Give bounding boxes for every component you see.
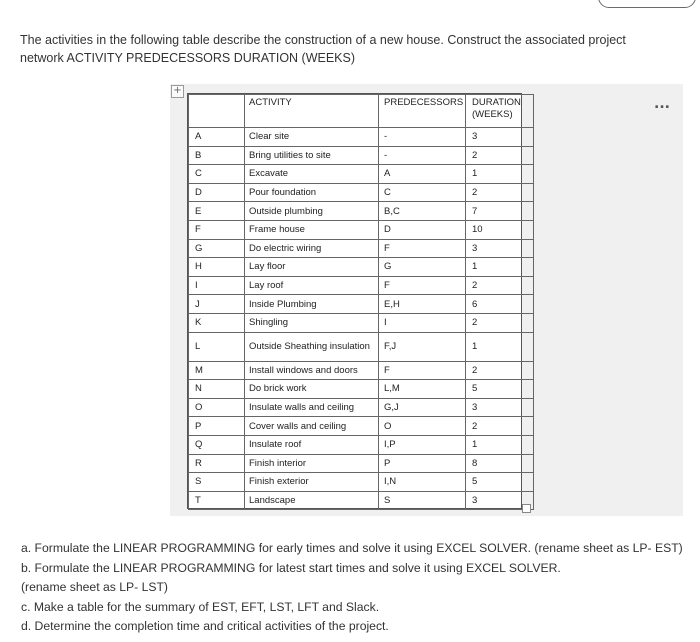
- activity-predecessors: -: [379, 146, 466, 165]
- table-row: [189, 295, 534, 314]
- activity-duration: 2: [466, 417, 534, 436]
- table-row: [189, 128, 534, 147]
- activity-name: Outside plumbing: [245, 202, 379, 221]
- activity-duration: 2: [466, 183, 534, 202]
- activity-name: Lay floor: [245, 258, 379, 277]
- table-row: [189, 220, 534, 239]
- activity-name: Cover walls and ceiling: [245, 417, 379, 436]
- activity-name: Frame house: [245, 220, 379, 239]
- intro-text: [20, 31, 680, 67]
- activity-duration: 6: [466, 295, 534, 314]
- activity-id: N: [189, 380, 245, 399]
- activity-id: F: [189, 220, 245, 239]
- activity-id: T: [189, 491, 245, 510]
- activity-id: C: [189, 165, 245, 184]
- table-row: [189, 202, 534, 221]
- activity-duration: 1: [466, 165, 534, 184]
- activity-duration: 2: [466, 361, 534, 380]
- activity-predecessors: E,H: [379, 295, 466, 314]
- activity-duration: 3: [466, 128, 534, 147]
- table-row: [189, 491, 534, 510]
- table-row: [189, 332, 534, 361]
- table-header-row: [189, 95, 534, 128]
- activity-name: Insulate walls and ceiling: [245, 398, 379, 417]
- activity-duration: 3: [466, 398, 534, 417]
- activity-duration: 2: [466, 276, 534, 295]
- activity-duration: 3: [466, 239, 534, 258]
- header-duration: DURATION (WEEKS): [466, 95, 534, 128]
- questions-block: [21, 539, 691, 637]
- activity-predecessors: F,J: [379, 332, 466, 361]
- activity-predecessors: F: [379, 239, 466, 258]
- header-activity: ACTIVITY: [245, 95, 379, 128]
- activity-duration: 5: [466, 473, 534, 492]
- activity-predecessors: F: [379, 361, 466, 380]
- table-row: [189, 165, 534, 184]
- activity-name: Pour foundation: [245, 183, 379, 202]
- activity-id: Q: [189, 435, 245, 454]
- question-a: a. Formulate the LINEAR PROGRAMMING for early times and solve it using EXCEL SOLVER. (rename sheet as LP- EST): [21, 541, 683, 555]
- table-row: [189, 313, 534, 332]
- activity-name: Install windows and doors: [245, 361, 379, 380]
- table-row: [189, 276, 534, 295]
- question-c: c. Make a table for the summary of EST, EFT, LST, LFT and Slack.: [21, 599, 380, 614]
- activity-id: I: [189, 276, 245, 295]
- plus-icon[interactable]: +: [171, 85, 184, 98]
- table-row: [189, 417, 534, 436]
- activity-id: B: [189, 146, 245, 165]
- more-icon[interactable]: ...: [654, 96, 670, 112]
- activity-name: Insulate roof: [245, 435, 379, 454]
- table-row: [189, 473, 534, 492]
- activity-name: Inside Plumbing: [245, 295, 379, 314]
- question-b: b. Formulate the LINEAR PROGRAMMING for latest start times and solve it using EXCEL SOLVER.: [21, 560, 561, 575]
- activity-id: H: [189, 258, 245, 277]
- activity-id: S: [189, 473, 245, 492]
- table-row: [189, 239, 534, 258]
- activity-predecessors: I: [379, 313, 466, 332]
- activity-predecessors: -: [379, 128, 466, 147]
- activity-duration: 5: [466, 380, 534, 399]
- activity-name: Excavate: [245, 165, 379, 184]
- table-row: [189, 435, 534, 454]
- activity-duration: 1: [466, 435, 534, 454]
- table-row: [189, 146, 534, 165]
- activity-predecessors: B,C: [379, 202, 466, 221]
- intro-line-1: The activities in the following table describe the construction of a new house. Construct the associated project: [20, 33, 626, 47]
- activity-id: K: [189, 313, 245, 332]
- activity-predecessors: D: [379, 220, 466, 239]
- activity-name: Landscape: [245, 491, 379, 510]
- table-row: [189, 380, 534, 399]
- activity-predecessors: C: [379, 183, 466, 202]
- activity-id: G: [189, 239, 245, 258]
- activity-duration: 1: [466, 332, 534, 361]
- activity-duration: 7: [466, 202, 534, 221]
- activity-name: Shingling: [245, 313, 379, 332]
- activity-table: [187, 93, 522, 509]
- activity-predecessors: P: [379, 454, 466, 473]
- activity-name: Do electric wiring: [245, 239, 379, 258]
- header-predecessors: PREDECESSORS: [379, 95, 466, 128]
- activity-duration: 2: [466, 313, 534, 332]
- activity-id: D: [189, 183, 245, 202]
- activity-name: Finish exterior: [245, 473, 379, 492]
- activity-id: P: [189, 417, 245, 436]
- table-row: [189, 398, 534, 417]
- table-row: [189, 454, 534, 473]
- activity-id: O: [189, 398, 245, 417]
- activity-predecessors: G,J: [379, 398, 466, 417]
- table-row: [189, 361, 534, 380]
- activity-name: Clear site: [245, 128, 379, 147]
- activity-predecessors: S: [379, 491, 466, 510]
- activity-name: Lay roof: [245, 276, 379, 295]
- activity-predecessors: A: [379, 165, 466, 184]
- activity-id: M: [189, 361, 245, 380]
- activity-duration: 8: [466, 454, 534, 473]
- activity-id: E: [189, 202, 245, 221]
- activity-name: Outside Sheathing insulation: [245, 332, 379, 361]
- activity-id: R: [189, 454, 245, 473]
- question-d: d. Determine the completion time and critical activities of the project.: [21, 619, 389, 633]
- activity-predecessors: F: [379, 276, 466, 295]
- activity-predecessors: G: [379, 258, 466, 277]
- table-row: [189, 258, 534, 277]
- table-row: [189, 183, 534, 202]
- activity-duration: 2: [466, 146, 534, 165]
- intro-line-2: network ACTIVITY PREDECESSORS DURATION (WEEKS): [20, 51, 356, 65]
- activity-duration: 3: [466, 491, 534, 510]
- activity-name: Do brick work: [245, 380, 379, 399]
- activity-id: J: [189, 295, 245, 314]
- activity-predecessors: I,N: [379, 473, 466, 492]
- question-b-note: (rename sheet as LP- LST): [21, 580, 168, 594]
- activity-duration: 1: [466, 258, 534, 277]
- activity-name: Finish interior: [245, 454, 379, 473]
- header-id-cell: [189, 95, 245, 128]
- activity-id: A: [189, 128, 245, 147]
- activity-duration: 10: [466, 220, 534, 239]
- activity-id: L: [189, 332, 245, 361]
- activity-predecessors: L,M: [379, 380, 466, 399]
- activity-name: Bring utilities to site: [245, 146, 379, 165]
- top-pill-button[interactable]: [598, 0, 696, 8]
- activity-predecessors: O: [379, 417, 466, 436]
- activity-predecessors: I,P: [379, 435, 466, 454]
- table-resize-handle[interactable]: [522, 504, 531, 513]
